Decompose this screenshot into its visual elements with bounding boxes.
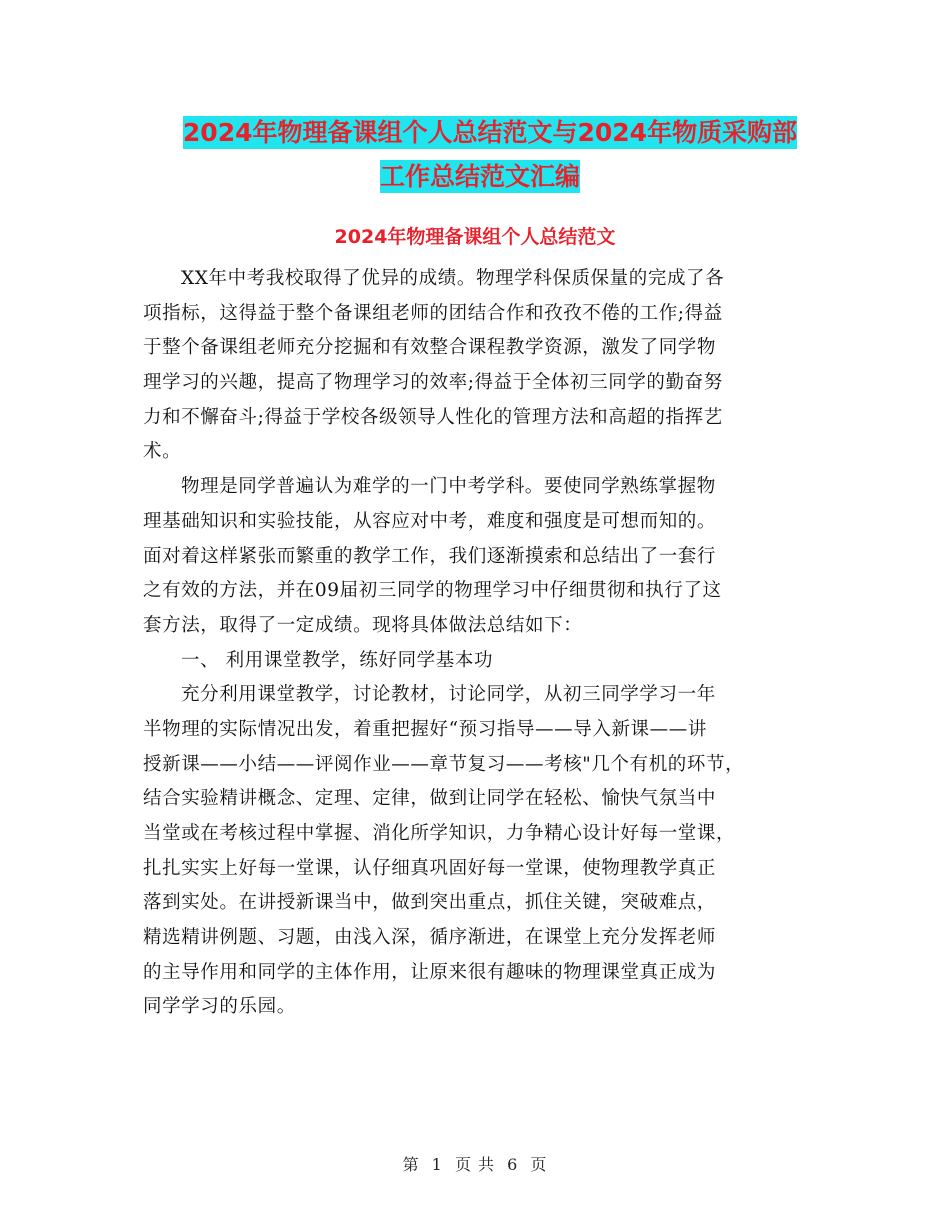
page-prefix: 第	[402, 1155, 420, 1174]
paragraph-line: 落到实处。在讲授新课当中，做到突出重点，抓住关键，突破难点，	[143, 892, 717, 914]
paragraph-line: 扎扎实实上好每一堂课，认仔细真巩固好每一堂课，使物理教学真正	[143, 857, 717, 879]
paragraph-line: XX年中考我校取得了优异的成绩。物理学科保质保量的完成了各	[181, 268, 725, 289]
paragraph-line: 套方法，取得了一定成绩。现将具体做法总结如下：	[143, 614, 583, 636]
paragraph-line: 同学学习的乐园。	[143, 996, 296, 1018]
paragraph-line: 结合实验精讲概念、定理、定律，做到让同学在轻松、愉快气氛当中	[143, 788, 717, 810]
page-total: 6	[507, 1155, 519, 1174]
paragraph-line: 之有效的方法，并在09届初三同学的物理学习中仔细贯彻和执行了这	[143, 580, 722, 602]
body-text	[143, 262, 811, 1025]
paragraph-line: 力和不懈奋斗;得益于学校各级领导人性化的管理方法和高超的指挥艺	[143, 406, 723, 428]
section-title: 2024年物理备课组个人总结范文	[334, 226, 616, 248]
page-suffix: 页	[530, 1155, 548, 1174]
paragraph-line: 理学习的兴趣，提高了物理学习的效率;得益于全体初三同学的勤奋努	[143, 372, 723, 394]
paragraph-line: 当堂或在考核过程中掌握、消化所学知识，力争精心设计好每一堂课，	[143, 823, 736, 844]
paragraph-line: 充分利用课堂教学，讨论教材，讨论同学，从初三同学学习一年	[181, 684, 716, 706]
paragraph-line: 授新课——小结——评阅作业——章节复习——考核"几个有机的环节，	[143, 753, 745, 775]
main-title-line-1-text: 2024年物理备课组个人总结范文与2024年物质采购部	[182, 118, 798, 147]
paragraph-line: 精选精讲例题、习题，由浅入深，循序渐进，在课堂上充分发挥老师	[143, 927, 717, 949]
main-title-line-2	[130, 154, 830, 200]
paragraph-line: 面对着这样紧张而繁重的教学工作，我们逐渐摸索和总结出了一套行	[143, 545, 717, 567]
paragraph-line: 的主导作用和同学的主体作用，让原来很有趣味的物理课堂真正成为	[143, 961, 717, 983]
paragraph-line: 理基础知识和实验技能，从容应对中考，难度和强度是可想而知的。	[143, 510, 717, 532]
page-number: 1	[431, 1155, 443, 1174]
main-title-line-2-text: 工作总结范文汇编	[379, 162, 580, 191]
paragraph-line: 术。	[143, 441, 182, 463]
paragraph-line: 半物理的实际情况出发，着重把握好“预习指导——导入新课——讲	[143, 718, 707, 740]
paragraph-line: 于整个备课组老师充分挖掘和有效整合课程教学资源，激发了同学物	[143, 337, 717, 359]
section-heading-line: 一、 利用课堂教学，练好同学基本功	[181, 649, 494, 671]
paragraph-line: 项指标，这得益于整个备课组老师的团结合作和孜孜不倦的工作;得益	[143, 302, 723, 324]
paragraph-line: 物理是同学普遍认为难学的一门中考学科。要使同学熟练掌握物	[181, 476, 716, 498]
page-mid: 页 共	[454, 1155, 496, 1174]
page-footer	[0, 1152, 950, 1175]
main-title-line-1	[150, 110, 830, 156]
